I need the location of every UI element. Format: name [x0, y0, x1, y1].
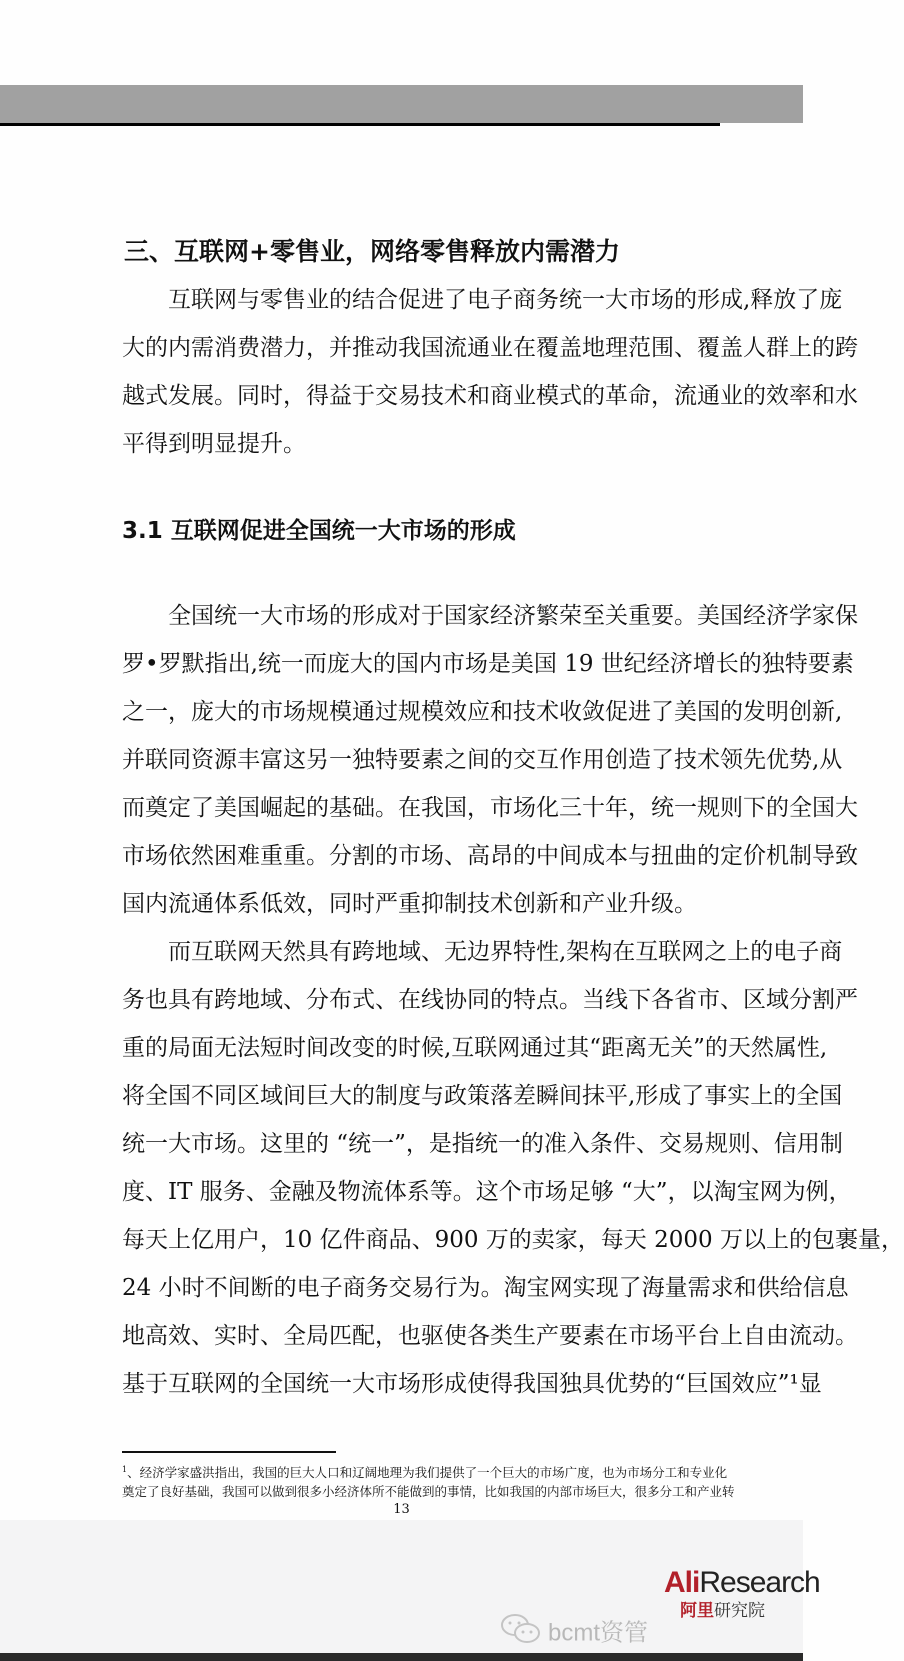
text-line: 统一大市场。这里的 “统一”，是指统一的准入条件、交易规则、信用制 — [122, 1131, 843, 1157]
intro-paragraph — [122, 276, 858, 468]
text-line: 务也具有跨地域、分布式、在线协同的特点。当线下各省市、区域分割严 — [122, 987, 858, 1013]
text-line: 平得到明显提升。 — [122, 431, 306, 457]
text-line: 每天上亿用户，10 亿件商品、900 万的卖家，每天 2000 万以上的包裹量， — [122, 1227, 904, 1253]
bottom-band — [0, 1653, 803, 1661]
text-line: 大的内需消费潜力，并推动我国流通业在覆盖地理范围、覆盖人群上的跨 — [122, 335, 858, 361]
footnote-rule — [122, 1451, 336, 1453]
text-line: 互联网与零售业的结合促进了电子商务统一大市场的形成,释放了庞 — [168, 287, 843, 313]
watermark — [500, 1612, 648, 1656]
section-heading: 三、互联网+零售业，网络零售释放内需潜力 — [124, 237, 620, 266]
footnote-line — [122, 1460, 728, 1482]
footnote — [122, 1460, 735, 1501]
text-line: 地高效、实时、全局匹配，也驱使各类生产要素在市场平台上自由流动。 — [122, 1323, 858, 1349]
text-line: 度、IT 服务、金融及物流体系等。这个市场足够 “大”，以淘宝网为例， — [122, 1179, 852, 1205]
text-line: 基于互联网的全国统一大市场形成使得我国独具优势的“巨国效应”¹显 — [122, 1371, 822, 1397]
logo-research: Research — [699, 1566, 820, 1599]
wechat-icon — [500, 1612, 542, 1656]
aliresearch-logo — [664, 1566, 820, 1605]
header-bar — [0, 85, 803, 123]
paragraph-2 — [122, 592, 858, 928]
footnote-text: 、经济学家盛洪指出，我国的巨大人口和辽阔地理为我们提供了一个巨大的市场广度，也为市场分工和专业化 — [127, 1465, 728, 1481]
text-line: 将全国不同区域间巨大的制度与政策落差瞬间抹平,形成了事实上的全国 — [122, 1083, 843, 1109]
footnote-marker: 1 — [122, 1465, 128, 1474]
text-line: 全国统一大市场的形成对于国家经济繁荣至关重要。美国经济学家保 — [168, 603, 858, 629]
subsection-heading: 3.1 互联网促进全国统一大市场的形成 — [122, 518, 516, 544]
text-line: 越式发展。同时，得益于交易技术和商业模式的革命，流通业的效率和水 — [122, 383, 858, 409]
watermark-text: bcmt资管 — [548, 1619, 649, 1647]
page-number: 13 — [393, 1502, 410, 1517]
logo-ali: Ali — [664, 1566, 700, 1599]
logo-chinese — [680, 1601, 765, 1621]
logo-cn-institute: 研究院 — [714, 1601, 765, 1621]
footnote-line: 奠定了良好基础，我国可以做到很多小经济体所不能做到的事情，比如我国的内部市场巨大，很多分工和产业转 — [122, 1484, 735, 1500]
text-line: 重的局面无法短时间改变的时候,互联网通过其“距离无关”的天然属性, — [122, 1035, 828, 1061]
text-line: 24 小时不间断的电子商务交易行为。淘宝网实现了海量需求和供给信息 — [122, 1275, 849, 1301]
header-rule — [0, 123, 720, 126]
logo-cn-ali: 阿里 — [680, 1601, 714, 1621]
text-line: 之一，庞大的市场规模通过规模效应和技术收敛促进了美国的发明创新, — [122, 699, 843, 725]
text-line: 国内流通体系低效，同时严重抑制技术创新和产业升级。 — [122, 891, 697, 917]
text-line: 而奠定了美国崛起的基础。在我国，市场化三十年，统一规则下的全国大 — [122, 795, 858, 821]
paragraph-3 — [122, 928, 904, 1408]
text-line: 市场依然困难重重。分割的市场、高昂的中间成本与扭曲的定价机制导致 — [122, 843, 858, 869]
text-line: 罗•罗默指出,统一而庞大的国内市场是美国 19 世纪经济增长的独特要素 — [122, 651, 854, 677]
text-line: 而互联网天然具有跨地域、无边界特性,架构在互联网之上的电子商 — [168, 939, 843, 965]
text-line: 并联同资源丰富这另一独特要素之间的交互作用创造了技术领先优势,从 — [122, 747, 843, 773]
